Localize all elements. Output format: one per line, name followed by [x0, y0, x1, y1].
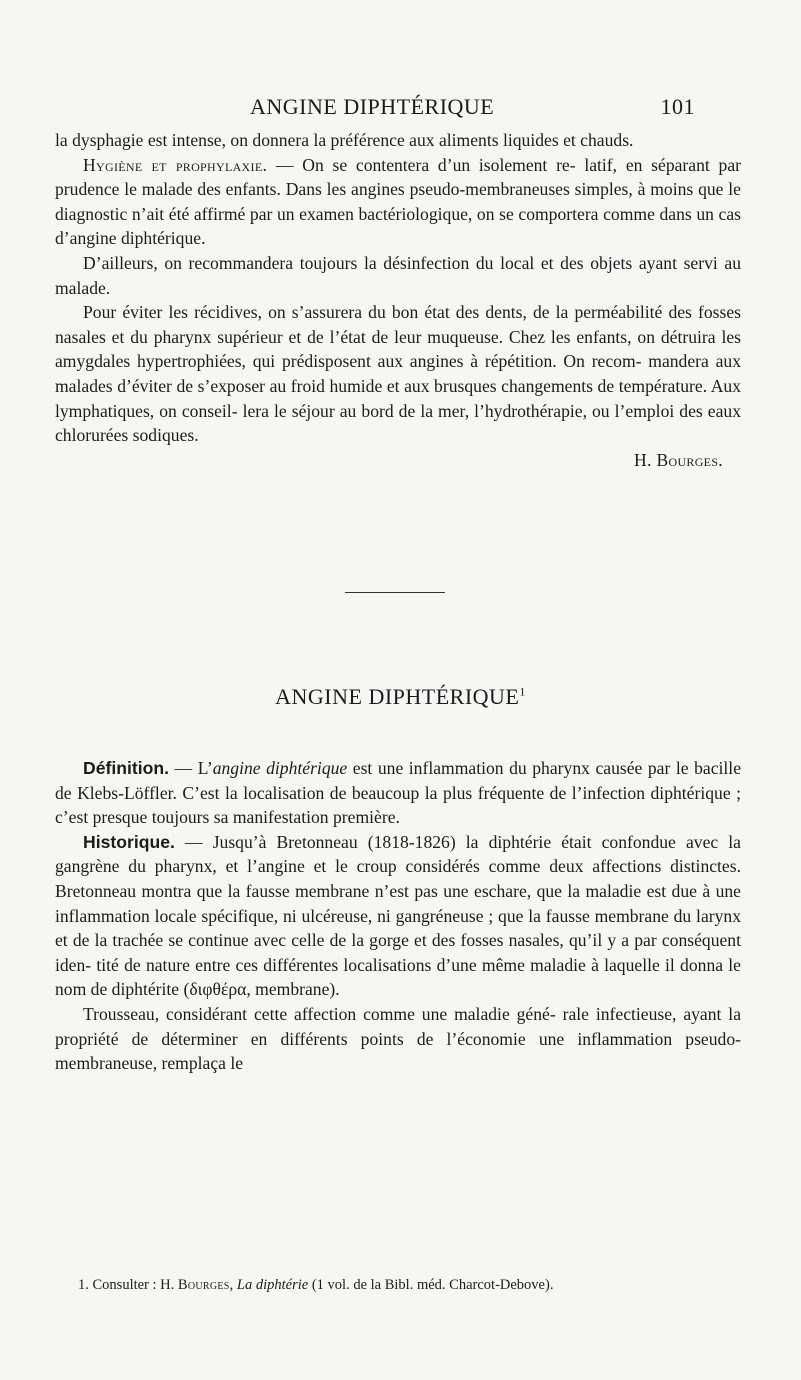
footnote-number: 1.	[78, 1277, 89, 1293]
running-title: ANGINE DIPHTÉRIQUE	[250, 94, 495, 119]
definition-heading: Définition.	[83, 758, 170, 778]
hygiene-heading: Hygiène et prophylaxie.	[83, 154, 268, 175]
definition-lead: — L’	[169, 758, 213, 778]
footnote-author: Bourges	[177, 1277, 230, 1293]
hygiene-body: — On se contentera d’un isolement re- latif, en séparant par prudence le malade des enfants. Dans les angines pseudo-membraneuses simples, à moins que le diagnostic n’ait été affirmé par un examen bactériologique, on se comportera comme dans un cas d’angine diphtérique.	[55, 154, 741, 249]
page-number: 101	[660, 94, 695, 119]
section-diphtheria-text	[55, 756, 741, 1076]
paragraph-trousseau: Trousseau, considérant cette affection comme une maladie géné- rale infectieuse, ayant la propriété de déterminer en différents points de l’économie une inflammation pseudo-membraneuse, remplaça le	[55, 1003, 741, 1074]
footnote-rest: (1 vol. de la Bibl. méd. Charcot-Debove).	[308, 1277, 554, 1293]
paragraph-dysphagia: la dysphagie est intense, on donnera la préférence aux aliments liquides et chauds.	[55, 130, 634, 150]
paragraph-definition	[55, 756, 741, 830]
section-divider	[345, 592, 445, 593]
paragraph-historique	[55, 830, 741, 1002]
section-title-text: ANGINE DIPHTÉRIQUE	[275, 684, 520, 709]
definition-body: est une inflammation du pharynx causée par le bacille de Klebs-Löffler. C’est la localisation de beaucoup la plus fréquente de l’infection diphtérique ; c’est presque toujours sa manifestation première.	[55, 758, 741, 828]
footnote	[78, 1277, 758, 1294]
definition-term: angine diphtérique	[212, 758, 348, 778]
author-signature: H. Bourges.	[634, 449, 723, 470]
paragraph-disinfection: D’ailleurs, on recommandera toujours la désinfection du local et des objets ayant servi au malade.	[55, 252, 741, 298]
footnote-work-title: La diphtérie	[236, 1277, 309, 1293]
section-hygiene-text	[55, 128, 741, 472]
footnote-marker: 1	[519, 684, 526, 699]
footnote-lead: Consulter : H.	[88, 1277, 178, 1293]
historique-body: — Jusqu’à Bretonneau (1818-1826) la diphtérie était confondue avec la gangrène du pharynx, et l’angine et le croup considérés comme deux affections distinctes. Bretonneau montra que la fausse membrane n’est pas une eschare, que la maladie est due à une inflammation locale spécifique, ni ulcéreuse, ni gangréneuse ; que la fausse membrane du larynx et de la trachée se continue avec celle de la gorge et des fosses nasales, qu’il y a par conséquent iden- tité de nature entre ces différentes localisations d’une même maladie à laquelle il donna le nom de diphtérite (διφθέρα, membrane).	[55, 831, 741, 1000]
historique-heading: Historique.	[83, 831, 175, 852]
footnote-separator: ,	[229, 1277, 237, 1293]
paragraph-recidives: Pour éviter les récidives, on s’assurera du bon état des dents, de la perméabilité des fosses nasales et du pharynx supérieur et de l’état de leur muqueuse. Chez les enfants, on détruira les amygdales hypertrophiées, qui prédisposent aux angines à répétition. On recom- mandera aux malades d’éviter de s’exposer au froid humide et aux brusques changements de température. Aux lymphatiques, on conseil- lera le séjour au bord de la mer, l’hydrothérapie, ou l’emploi des eaux chlorurées sodiques.	[55, 302, 741, 446]
paragraph-hygiene	[55, 153, 741, 251]
section-title	[0, 684, 801, 710]
